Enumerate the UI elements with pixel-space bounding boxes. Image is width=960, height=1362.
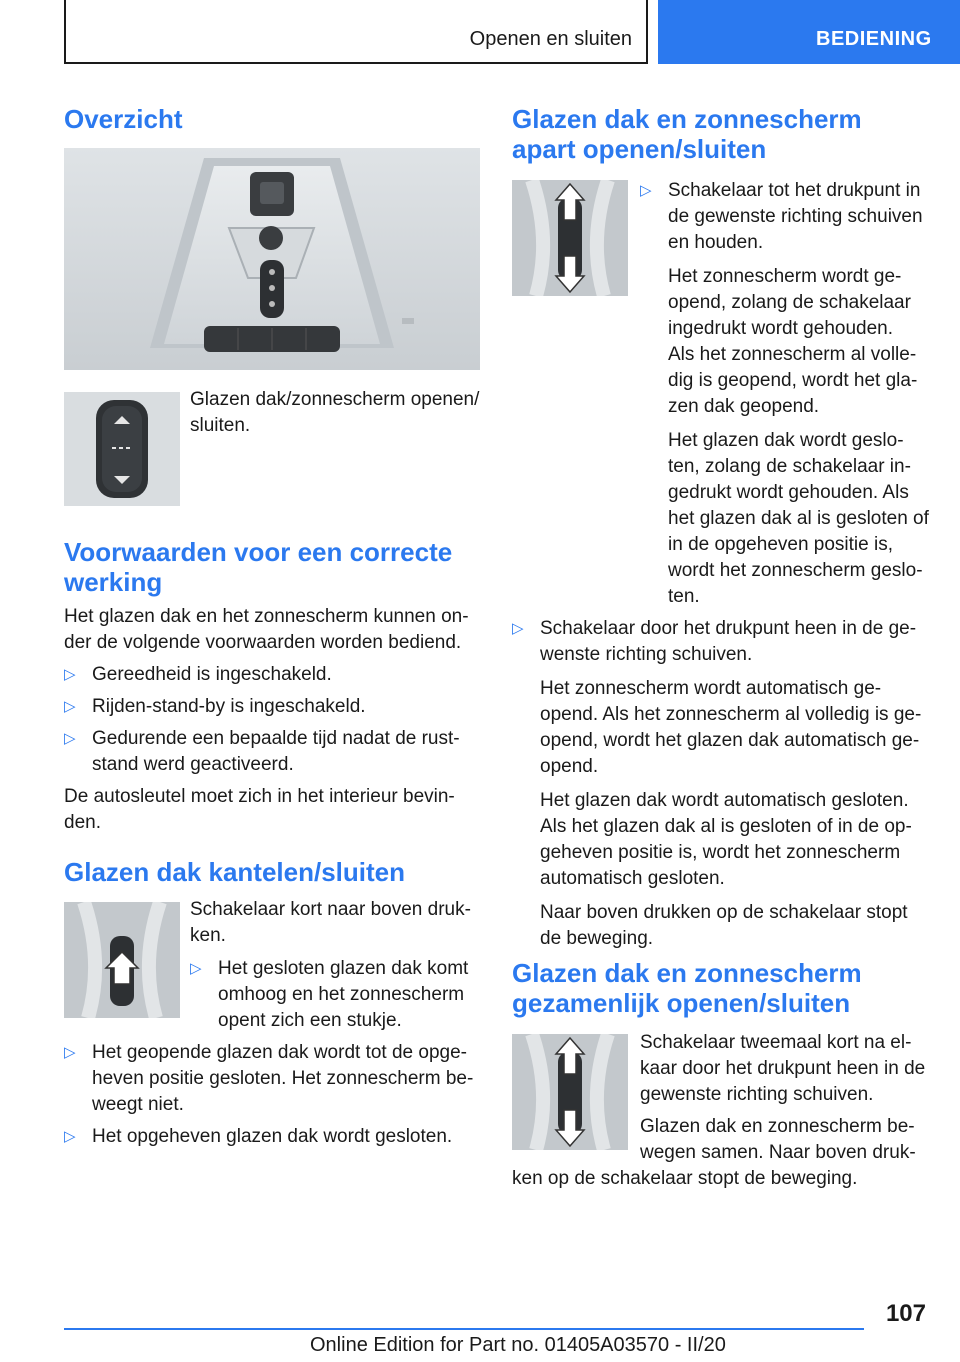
apart-paragraph-line: Als het zonnescherm al volle‐ bbox=[668, 344, 917, 365]
tilt-item-continuation: opent zich een stukje. bbox=[218, 1010, 402, 1031]
apart-paragraph-line: opend. Als het zonnescherm al volledig is ge‐ bbox=[540, 704, 922, 725]
prereq-text-line-1: Het glazen dak en het zonnescherm kunnen on‐ bbox=[64, 606, 469, 627]
apart-paragraph-line: wordt het zonnescherm geslo‐ bbox=[668, 560, 923, 581]
overview-title: Overzicht bbox=[64, 104, 183, 134]
switch-caption-line-2: sluiten. bbox=[190, 415, 251, 436]
apart-paragraph-line: ten. bbox=[668, 586, 700, 607]
apart-paragraph-line: Het glazen dak wordt automatisch gesloten. bbox=[540, 790, 909, 811]
together-text-line: Glazen dak en zonnescherm be‐ bbox=[640, 1116, 915, 1137]
apart-paragraph-line: opend, wordt het glazen dak automatisch ge‐ bbox=[540, 730, 920, 751]
tilt-switch-photo bbox=[64, 902, 180, 1018]
roof-console-photo bbox=[64, 148, 480, 370]
bullet-triangle-icon: ▷ bbox=[64, 666, 76, 683]
apart-paragraph-line: zen dak geopend. bbox=[668, 396, 820, 417]
apart-paragraph-line: geheven positie is, wordt het zonnescherm bbox=[540, 842, 901, 863]
key-text-line-2: den. bbox=[64, 812, 101, 833]
tilt-text-line-1: Schakelaar kort naar boven druk‐ bbox=[190, 899, 471, 920]
together-text-line: kaar door het drukpunt heen in de bbox=[640, 1058, 926, 1079]
apart-bullet-continuation: de gewenste richting schuiven bbox=[668, 206, 923, 227]
header-section-box bbox=[64, 0, 648, 64]
tilt-item-continuation: omhoog en het zonnescherm bbox=[218, 984, 465, 1005]
header-section-title: Openen en sluiten bbox=[469, 28, 632, 50]
tilt-item-continuation: weegt niet. bbox=[92, 1094, 184, 1115]
apart-paragraph-line: Het zonnescherm wordt ge‐ bbox=[668, 266, 902, 287]
apart-paragraph-line: gedrukt wordt gehouden. Als bbox=[668, 482, 909, 503]
bullet-triangle-icon: ▷ bbox=[64, 1128, 76, 1145]
apart-paragraph-line: het glazen dak al is gesloten of bbox=[668, 508, 929, 529]
apart-paragraph-line: opend, zolang de schakelaar bbox=[668, 292, 911, 313]
apart-paragraph-line: ingedrukt wordt gehouden. bbox=[668, 318, 893, 339]
apart-paragraph-line: Naar boven drukken op de schakelaar stopt bbox=[540, 902, 908, 923]
tilt-text-line-2: ken. bbox=[190, 925, 226, 946]
page-number: 107 bbox=[885, 1300, 926, 1327]
apart-paragraph-line: opend. bbox=[540, 756, 599, 777]
together-title-line-1: Glazen dak en zonnescherm bbox=[512, 958, 862, 988]
tilt-item-continuation: heven positie gesloten. Het zonnescherm be‐ bbox=[92, 1068, 474, 1089]
apart-paragraph-line: automatisch gesloten. bbox=[540, 868, 725, 889]
bullet-triangle-icon: ▷ bbox=[64, 730, 76, 747]
prereq-title-line-2: werking bbox=[64, 567, 163, 597]
bullet-triangle-icon: ▷ bbox=[64, 698, 76, 715]
together-switch-photo bbox=[512, 1034, 628, 1150]
switch-caption-line-1: Glazen dak/zonnescherm openen/ bbox=[190, 389, 480, 410]
bullet-triangle-icon: ▷ bbox=[64, 1044, 76, 1061]
apart-paragraph-line: Het glazen dak wordt geslo‐ bbox=[668, 430, 904, 451]
prereq-title-line-1: Voorwaarden voor een correcte bbox=[64, 537, 453, 567]
prereq-item-continuation: stand werd geactiveerd. bbox=[92, 754, 294, 775]
edition-note: Online Edition for Part no. 01405A03570 - II/20 bbox=[310, 1334, 726, 1356]
header-chapter-tab[interactable] bbox=[658, 0, 960, 64]
together-text-line: ken op de schakelaar stopt de beweging. bbox=[512, 1168, 858, 1189]
apart-switch-photo bbox=[512, 180, 628, 296]
switch-closeup-photo bbox=[64, 392, 180, 506]
prereq-text-line-2: der de volgende voorwaarden worden bediend. bbox=[64, 632, 462, 653]
bullet-triangle-icon: ▷ bbox=[640, 182, 652, 199]
tilt-title: Glazen dak kantelen/sluiten bbox=[64, 857, 405, 887]
footer-divider bbox=[64, 1328, 864, 1330]
apart-paragraph-line: ten, zolang de schakelaar in‐ bbox=[668, 456, 911, 477]
together-text-line: gewenste richting schuiven. bbox=[640, 1084, 874, 1105]
apart-title-line-2: apart openen/sluiten bbox=[512, 134, 767, 164]
bullet-triangle-icon: ▷ bbox=[190, 960, 202, 977]
apart-paragraph-line: de beweging. bbox=[540, 928, 654, 949]
key-text-line-1: De autosleutel moet zich in het interieur bevin‐ bbox=[64, 786, 455, 807]
together-title-line-2: gezamenlijk openen/sluiten bbox=[512, 988, 851, 1018]
together-text-line: wegen samen. Naar boven druk‐ bbox=[640, 1142, 916, 1163]
apart-bullet-continuation: wenste richting schuiven. bbox=[540, 644, 753, 665]
together-text-line: Schakelaar tweemaal kort na el‐ bbox=[640, 1032, 912, 1053]
apart-paragraph-line: in de opgeheven positie is, bbox=[668, 534, 893, 555]
apart-paragraph-line: dig is geopend, wordt het gla‐ bbox=[668, 370, 918, 391]
bullet-triangle-icon: ▷ bbox=[512, 620, 524, 637]
apart-paragraph-line: Als het glazen dak al is gesloten of in de op‐ bbox=[540, 816, 912, 837]
header-chapter-label: BEDIENING bbox=[816, 28, 932, 50]
apart-bullet-continuation: en houden. bbox=[668, 232, 764, 253]
apart-paragraph-line: Het zonnescherm wordt automatisch ge‐ bbox=[540, 678, 882, 699]
apart-title-line-1: Glazen dak en zonnescherm bbox=[512, 104, 862, 134]
